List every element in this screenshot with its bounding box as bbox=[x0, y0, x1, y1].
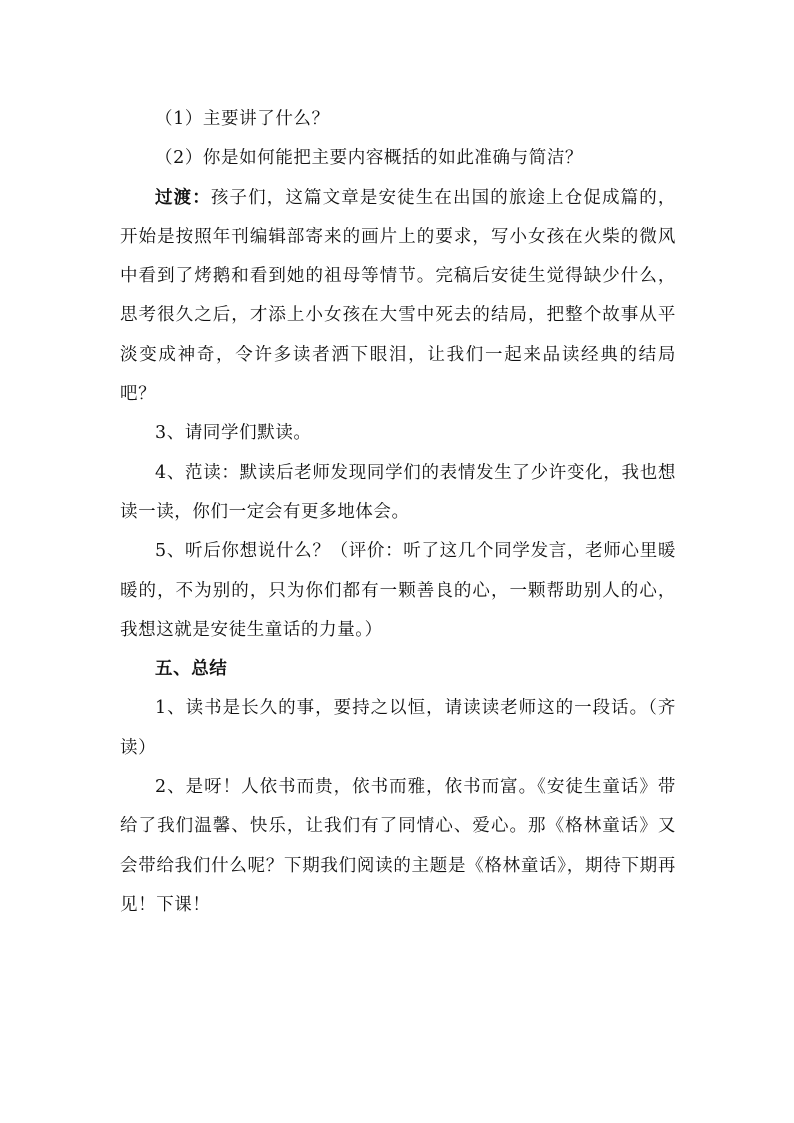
question-2: （2）你是如何能把主要内容概括的如此准确与简洁？ bbox=[155, 148, 584, 169]
section-heading-summary: 五、总结 bbox=[155, 659, 228, 680]
summary-1: 1、读书是长久的事，要持之以恒，请读读老师这的一段话。（齐读） bbox=[120, 698, 676, 758]
document-body bbox=[120, 100, 676, 925]
transition-paragraph bbox=[120, 179, 676, 415]
step-5: 5、听后你想说什么？（评价：听了这几个同学发言，老师心里暖暖的，不为别的，只为你们都有一颗善良的心，一颗帮助别人的心，我想这就是安徒生童话的力量。） bbox=[120, 541, 676, 640]
step-4: 4、范读：默读后老师发现同学们的表情发生了少许变化，我也想读一读，你们一定会有更多地体会。 bbox=[120, 462, 676, 522]
step-3: 3、请同学们默读。 bbox=[155, 423, 312, 444]
summary-2: 2、是呀！人依书而贵，依书而雅，依书而富。《安徒生童话》带给了我们温馨、快乐，让我们有了同情心、爱心。那《格林童话》又会带给我们什么呢？下期我们阅读的主题是《格林童话》，期待下期再见！下课！ bbox=[120, 777, 676, 915]
transition-text: 孩子们，这篇文章是安徒生在出国的旅途上仓促成篇的，开始是按照年刊编辑部寄来的画片上的要求，写小女孩在火柴的微风中看到了烤鹅和看到她的祖母等情节。完稿后安徒生觉得缺少什么，思考很久之后，才添上小女孩在大雪中死去的结局，把整个故事从平淡变成神奇，令许多读者洒下眼泪，让我们一起来品读经典的结局吧？ bbox=[120, 187, 676, 405]
transition-label: 过渡： bbox=[155, 187, 211, 208]
question-1: （1）主要讲了什么？ bbox=[155, 109, 330, 129]
